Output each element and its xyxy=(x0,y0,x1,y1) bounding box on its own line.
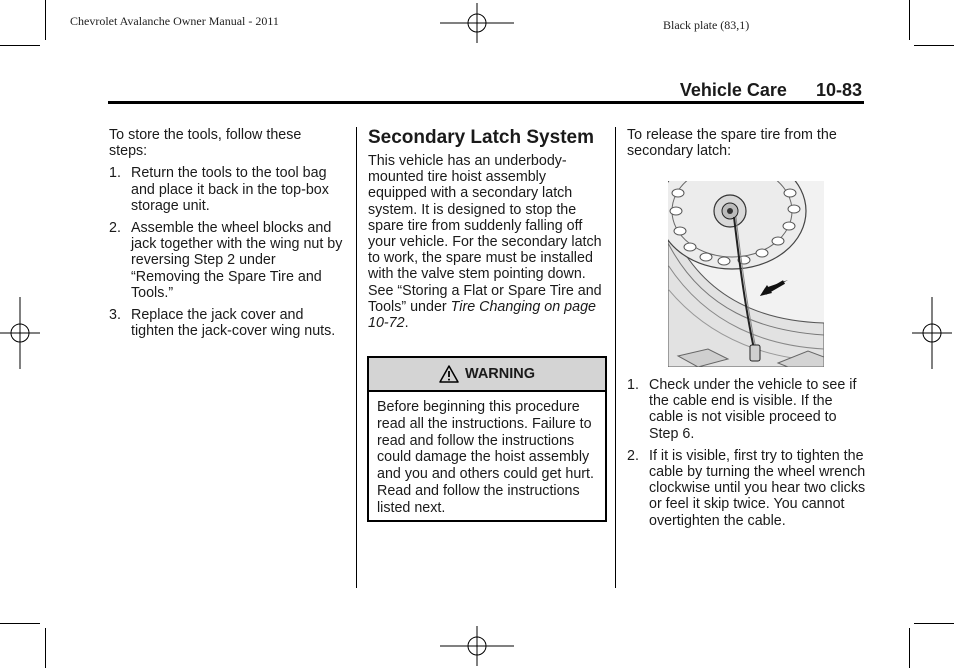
crop-mark xyxy=(0,45,40,46)
list-item: 3. Replace the jack cover and tighten the jack-cover wing nuts. xyxy=(109,307,336,340)
crop-mark xyxy=(914,45,954,46)
release-intro: To release the spare tire from the secondary latch: xyxy=(627,127,837,160)
list-item: 2. If it is visible, first try to tighten the cable by turning the wheel wrench clockwise until you hear two clicks or feel it skip twice. You cannot overtighten the cable. xyxy=(627,447,866,529)
header-rule xyxy=(108,101,864,104)
registration-mark-icon xyxy=(440,626,514,666)
registration-mark-icon xyxy=(0,297,40,369)
warning-label: WARNING xyxy=(464,366,536,382)
latch-description: This vehicle has an underbody-mounted tire hoist assembly equipped with a secondary latch system. It is designed to stop the spare tire from suddenly falling off your vehicle. For the secondary latch to work, the spare must be installed with the valve stem pointing down. See “Storing a Flat or Spare Tire and Tools” under Tire Changing on page 10-72. xyxy=(368,153,602,332)
spare-tire-latch-illustration xyxy=(668,181,824,367)
manual-title: Chevrolet Avalanche Owner Manual - 2011 xyxy=(70,14,279,28)
storage-intro: To store the tools, follow these steps: xyxy=(109,127,302,160)
warning-box xyxy=(367,356,607,522)
section-header xyxy=(680,80,862,101)
column-1 xyxy=(109,127,343,345)
registration-mark-icon xyxy=(912,297,952,369)
warning-header xyxy=(369,358,605,392)
list-item: 1. Return the tools to the tool bag and place it back in the top-box storage unit. xyxy=(109,165,329,214)
list-item: 2. Assemble the wheel blocks and jack together with the wing nut by reversing Step 2 under “Removing the Spare Tire and Tools.” xyxy=(109,220,343,301)
crop-mark xyxy=(914,623,954,624)
crop-mark xyxy=(0,623,40,624)
crop-mark xyxy=(909,628,910,668)
section-title: Vehicle Care xyxy=(679,80,787,100)
storage-steps xyxy=(109,165,343,339)
plate-label: Black plate (83,1) xyxy=(663,18,750,32)
column-2 xyxy=(368,127,606,331)
crop-mark xyxy=(909,0,910,40)
warning-text: Before beginning this procedure read all the instructions. Failure to read and follow the instructions could damage the hoist assembly and you and others could get hurt. Read and follow the instructions listed next. xyxy=(377,399,594,516)
section-heading: Secondary Latch System xyxy=(368,127,594,148)
registration-mark-icon xyxy=(440,3,514,43)
crop-mark xyxy=(45,628,46,668)
column-divider xyxy=(615,127,616,588)
column-3 xyxy=(627,127,867,159)
column-divider xyxy=(356,127,357,588)
crop-mark xyxy=(45,0,46,40)
list-item: 1. Check under the vehicle to see if the cable end is visible. If the cable is not visible proceed to Step 6. xyxy=(627,377,857,442)
warning-triangle-icon xyxy=(439,365,459,383)
page-number: 10-83 xyxy=(815,80,862,100)
cross-reference-link[interactable]: Tire Changing on page 10-72 xyxy=(368,298,596,332)
release-steps xyxy=(627,377,867,535)
